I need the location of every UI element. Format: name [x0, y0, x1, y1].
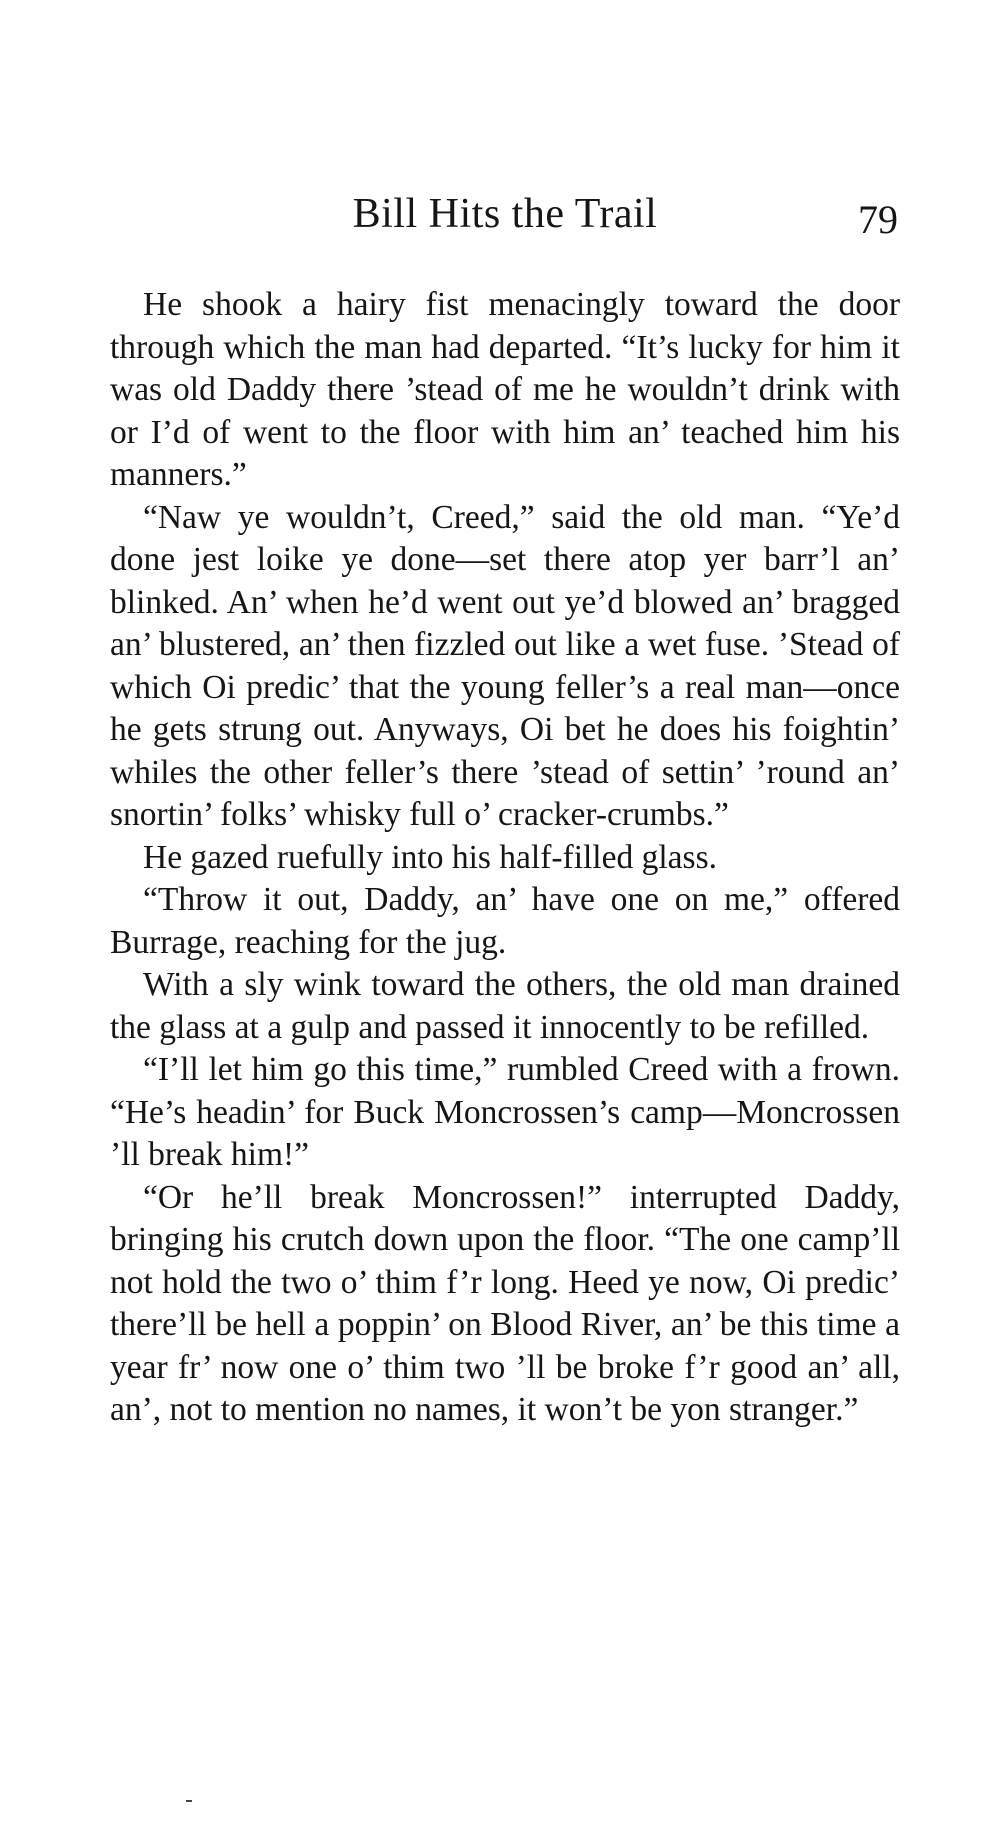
- page-number: 79: [858, 197, 898, 242]
- body-text: [110, 284, 900, 1432]
- stray-ink-mark: [186, 1800, 192, 1802]
- paragraph: “Throw it out, Daddy, an’ have one on me,” offered Burrage, reaching for the jug.: [110, 881, 900, 961]
- paragraph: “Naw ye wouldn’t, Creed,” said the old man. “Ye’d done jest loike ye done—set there atop yer barr’l an’ blinked. An’ when he’d went out ye’d blowed an’ bragged an’ blustered, an’ then fizzled out like a wet fuse. ’Stead of which Oi predic’ that the young feller’s a real man—once he gets strung out. Anyways, Oi bet he does his foightin’ whiles the other feller’s there ’stead of settin’ ’round an’ snortin’ folks’ whisky full o’ cracker-crumbs.”: [110, 498, 900, 833]
- paragraph: “I’ll let him go this time,” rumbled Creed with a frown. “He’s headin’ for Buck Moncrossen’s camp—Moncrossen ’ll break him!”: [110, 1051, 900, 1173]
- paragraph: With a sly wink toward the others, the old man drained the glass at a gulp and passed it innocently to be refilled.: [110, 966, 900, 1046]
- paragraph: He gazed ruefully into his half-filled glass.: [143, 838, 717, 876]
- paragraph: “Or he’ll break Moncrossen!” interrupted Daddy, bringing his crutch down upon the floor. “The one camp’ll not hold the two o’ thim f’r long. Heed ye now, Oi predic’ there’ll be hell a poppin’ on Blood River, an’ be this time a year fr’ now one o’ thim two ’ll be broke f’r good an’ all, an’, not to mention no names, it won’t be yon stranger.”: [110, 1178, 900, 1428]
- paragraph: He shook a hairy fist menacingly toward the door through which the man had departed. “It’s lucky for him it was old Daddy there ’stead of me he wouldn’t drink with or I’d of went to the floor with him an’ teached him his manners.”: [110, 286, 900, 493]
- running-title: Bill Hits the Trail: [352, 191, 658, 237]
- running-head: [110, 190, 900, 250]
